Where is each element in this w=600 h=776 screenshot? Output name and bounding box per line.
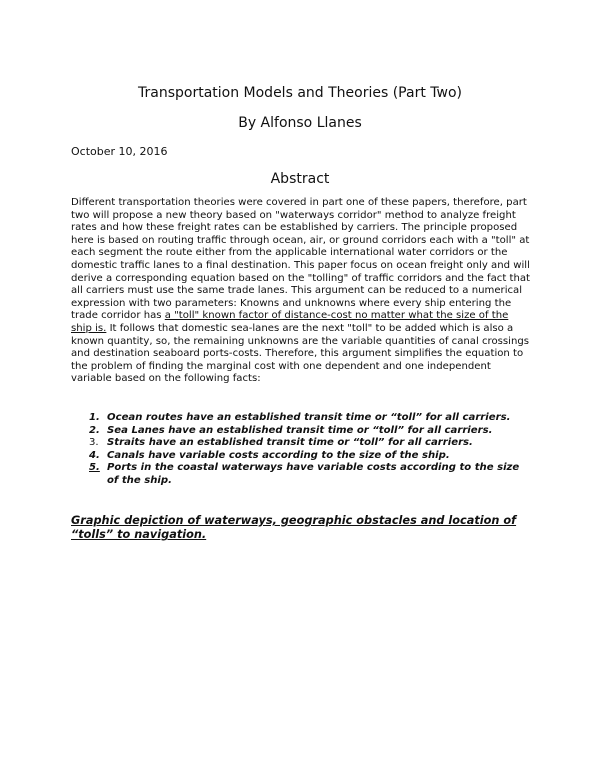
fact-item (71, 412, 531, 425)
fact-number: 4. (89, 449, 100, 461)
abstract-underlined-text: a "toll" known factor of distance-cost no matter what the size of the ship is. (71, 310, 509, 334)
author-line: By Alfonso Llanes (238, 115, 362, 131)
abstract-text-part1: Different transportation theories were covered in part one of these papers, therefore, part two will propose a new theory based on "waterways corridor" method to analyze freight rates and how these freight rates can be established by carriers. The principle proposed here is based on routing traffic through ocean, air, or ground corridors each with a "toll" at each segment the route either from the applicable international water corridors or the domestic traffic lanes to a final destination. This paper focus on ocean freight only and will derive a corresponding equation based on the "tolling" of traffic corridors and the fact that all carriers must use the same trade lanes. This argument can be reduced to a numerical expression with two parameters: Knowns and unknowns where every ship entering the trade corridor has (71, 197, 530, 322)
fact-item (71, 462, 531, 487)
fact-item (71, 450, 531, 463)
fact-text: Sea Lanes have an established transit time or “toll” for all carriers. (107, 424, 493, 436)
fact-number: 5. (89, 462, 100, 474)
abstract-heading: Abstract (270, 171, 330, 187)
fact-item (71, 425, 531, 438)
fact-text: Ports in the coastal waterways have variable costs according to the size of the ship. (107, 462, 520, 486)
fact-number: 2. (89, 424, 100, 436)
fact-number: 1. (89, 412, 100, 423)
fact-item (71, 437, 531, 450)
fact-text: Ocean routes have an established transit time or “toll” for all carriers. (107, 412, 511, 423)
facts-list (71, 412, 531, 488)
document-title: Transportation Models and Theories (Part Two) (138, 85, 462, 101)
fact-text: Straits have an established transit time or “toll” for all carriers. (107, 437, 473, 449)
fact-text: Canals have variable costs according to the size of the ship. (107, 449, 450, 461)
abstract-text-part2: It follows that domestic sea-lanes are the next "toll" to be added which is also a known quantity, so, the remaining unknowns are the variable quantities of canal crossings and destination seaboard ports-costs. Therefore, this argument simplifies the equation to the problem of finding the marginal cost with one dependent and one independent variable based on the following facts: (71, 322, 530, 385)
abstract-paragraph (71, 197, 531, 386)
document-date: October 10, 2016 (71, 145, 168, 158)
graphic-caption: Graphic depiction of waterways, geographic obstacles and location of “tolls” to navigation. (71, 514, 517, 541)
fact-number: 3. (89, 437, 99, 449)
